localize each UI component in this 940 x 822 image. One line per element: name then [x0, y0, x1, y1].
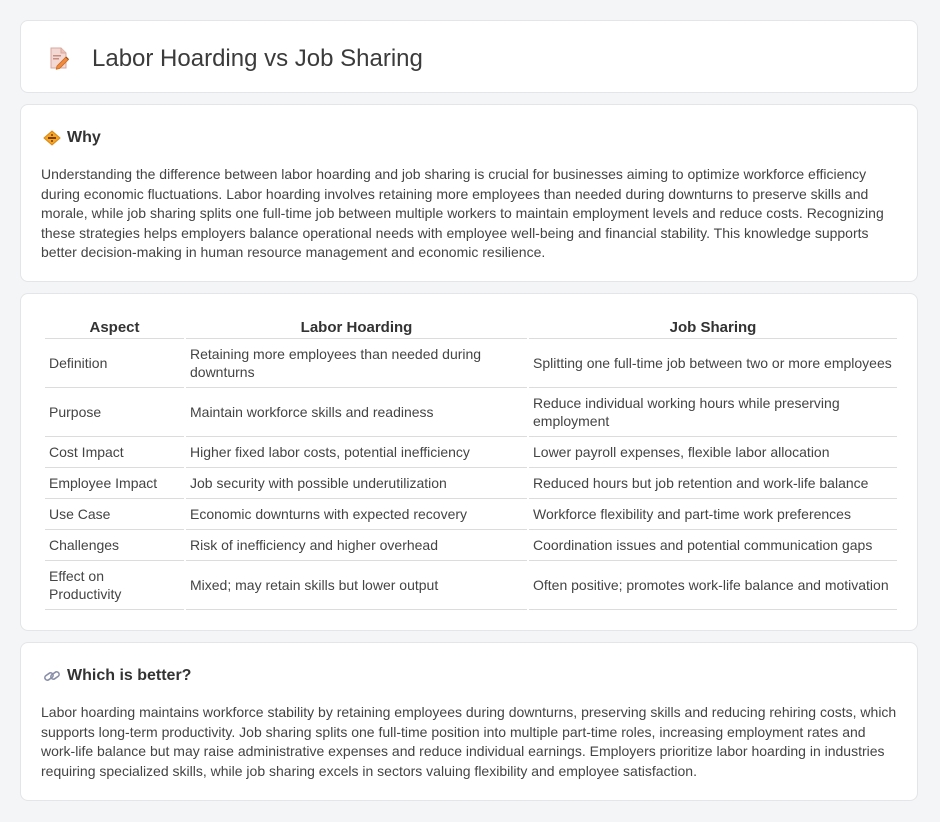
table-row — [45, 388, 897, 437]
sharing-cell: Splitting one full-time job between two or more employees — [529, 339, 897, 388]
table-row — [45, 437, 897, 468]
aspect-cell: Employee Impact — [45, 468, 184, 499]
hoarding-cell: Risk of inefficiency and higher overhead — [186, 530, 527, 561]
table-row — [45, 339, 897, 388]
hoarding-cell: Retaining more employees than needed during downturns — [186, 339, 527, 388]
hoarding-cell: Economic downturns with expected recovery — [186, 499, 527, 530]
aspect-cell: Effect on Productivity — [45, 561, 184, 610]
header-job-sharing: Job Sharing — [529, 316, 897, 339]
better-heading: Which is better? — [67, 667, 192, 684]
aspect-cell: Challenges — [45, 530, 184, 561]
sharing-cell: Reduce individual working hours while preserving employment — [529, 388, 897, 437]
why-text: Understanding the difference between labor hoarding and job sharing is crucial for businesses aiming to optimize workforce efficiency during economic fluctuations. Labor hoarding involves retaining more employees than needed during downturns to preserve skills and morale, while job sharing splits one full-time job between multiple workers to maintain employment levels and reduce costs. Recognizing these strategies helps employers balance operational needs with employee well-being and financial stability. This knowledge supports better decision-making in human resource management and economic resilience. — [41, 166, 884, 261]
table-row — [45, 561, 897, 610]
aspect-cell: Definition — [45, 339, 184, 388]
hoarding-cell: Job security with possible underutilization — [186, 468, 527, 499]
why-section — [20, 104, 918, 282]
comparison-section — [20, 293, 918, 631]
header-labor-hoarding: Labor Hoarding — [186, 316, 527, 339]
sharing-cell: Reduced hours but job retention and work-life balance — [529, 468, 897, 499]
which-is-better-section — [20, 642, 918, 801]
why-heading: Why — [67, 129, 101, 146]
diamond-warning-icon — [43, 130, 61, 151]
header-card — [20, 20, 918, 93]
comparison-table — [43, 316, 899, 610]
table-row — [45, 499, 897, 530]
better-text: Labor hoarding maintains workforce stability by retaining employees during downturns, preserving skills and reducing rehiring costs, which supports long-term productivity. Job sharing splits one full-time position into multiple part-time roles, increasing employment rates and work-life balance but may raise administrative expenses and reduce individual earnings. Employers prioritize labor hoarding in industries requiring specialized skills, while job sharing excels in sectors valuing flexibility and employee satisfaction. — [41, 704, 897, 779]
table-row — [45, 468, 897, 499]
hoarding-cell: Maintain workforce skills and readiness — [186, 388, 527, 437]
table-row — [45, 530, 897, 561]
sharing-cell: Workforce flexibility and part-time work preferences — [529, 499, 897, 530]
table-header-row — [45, 316, 897, 339]
sharing-cell: Lower payroll expenses, flexible labor allocation — [529, 437, 897, 468]
link-icon — [43, 668, 61, 689]
aspect-cell: Use Case — [45, 499, 184, 530]
aspect-cell: Purpose — [45, 388, 184, 437]
document-pencil-icon — [48, 46, 70, 75]
sharing-cell: Coordination issues and potential communication gaps — [529, 530, 897, 561]
header-aspect: Aspect — [45, 316, 184, 339]
page-title: Labor Hoarding vs Job Sharing — [92, 45, 423, 72]
sharing-cell: Often positive; promotes work-life balance and motivation — [529, 561, 897, 610]
hoarding-cell: Higher fixed labor costs, potential inefficiency — [186, 437, 527, 468]
hoarding-cell: Mixed; may retain skills but lower output — [186, 561, 527, 610]
aspect-cell: Cost Impact — [45, 437, 184, 468]
